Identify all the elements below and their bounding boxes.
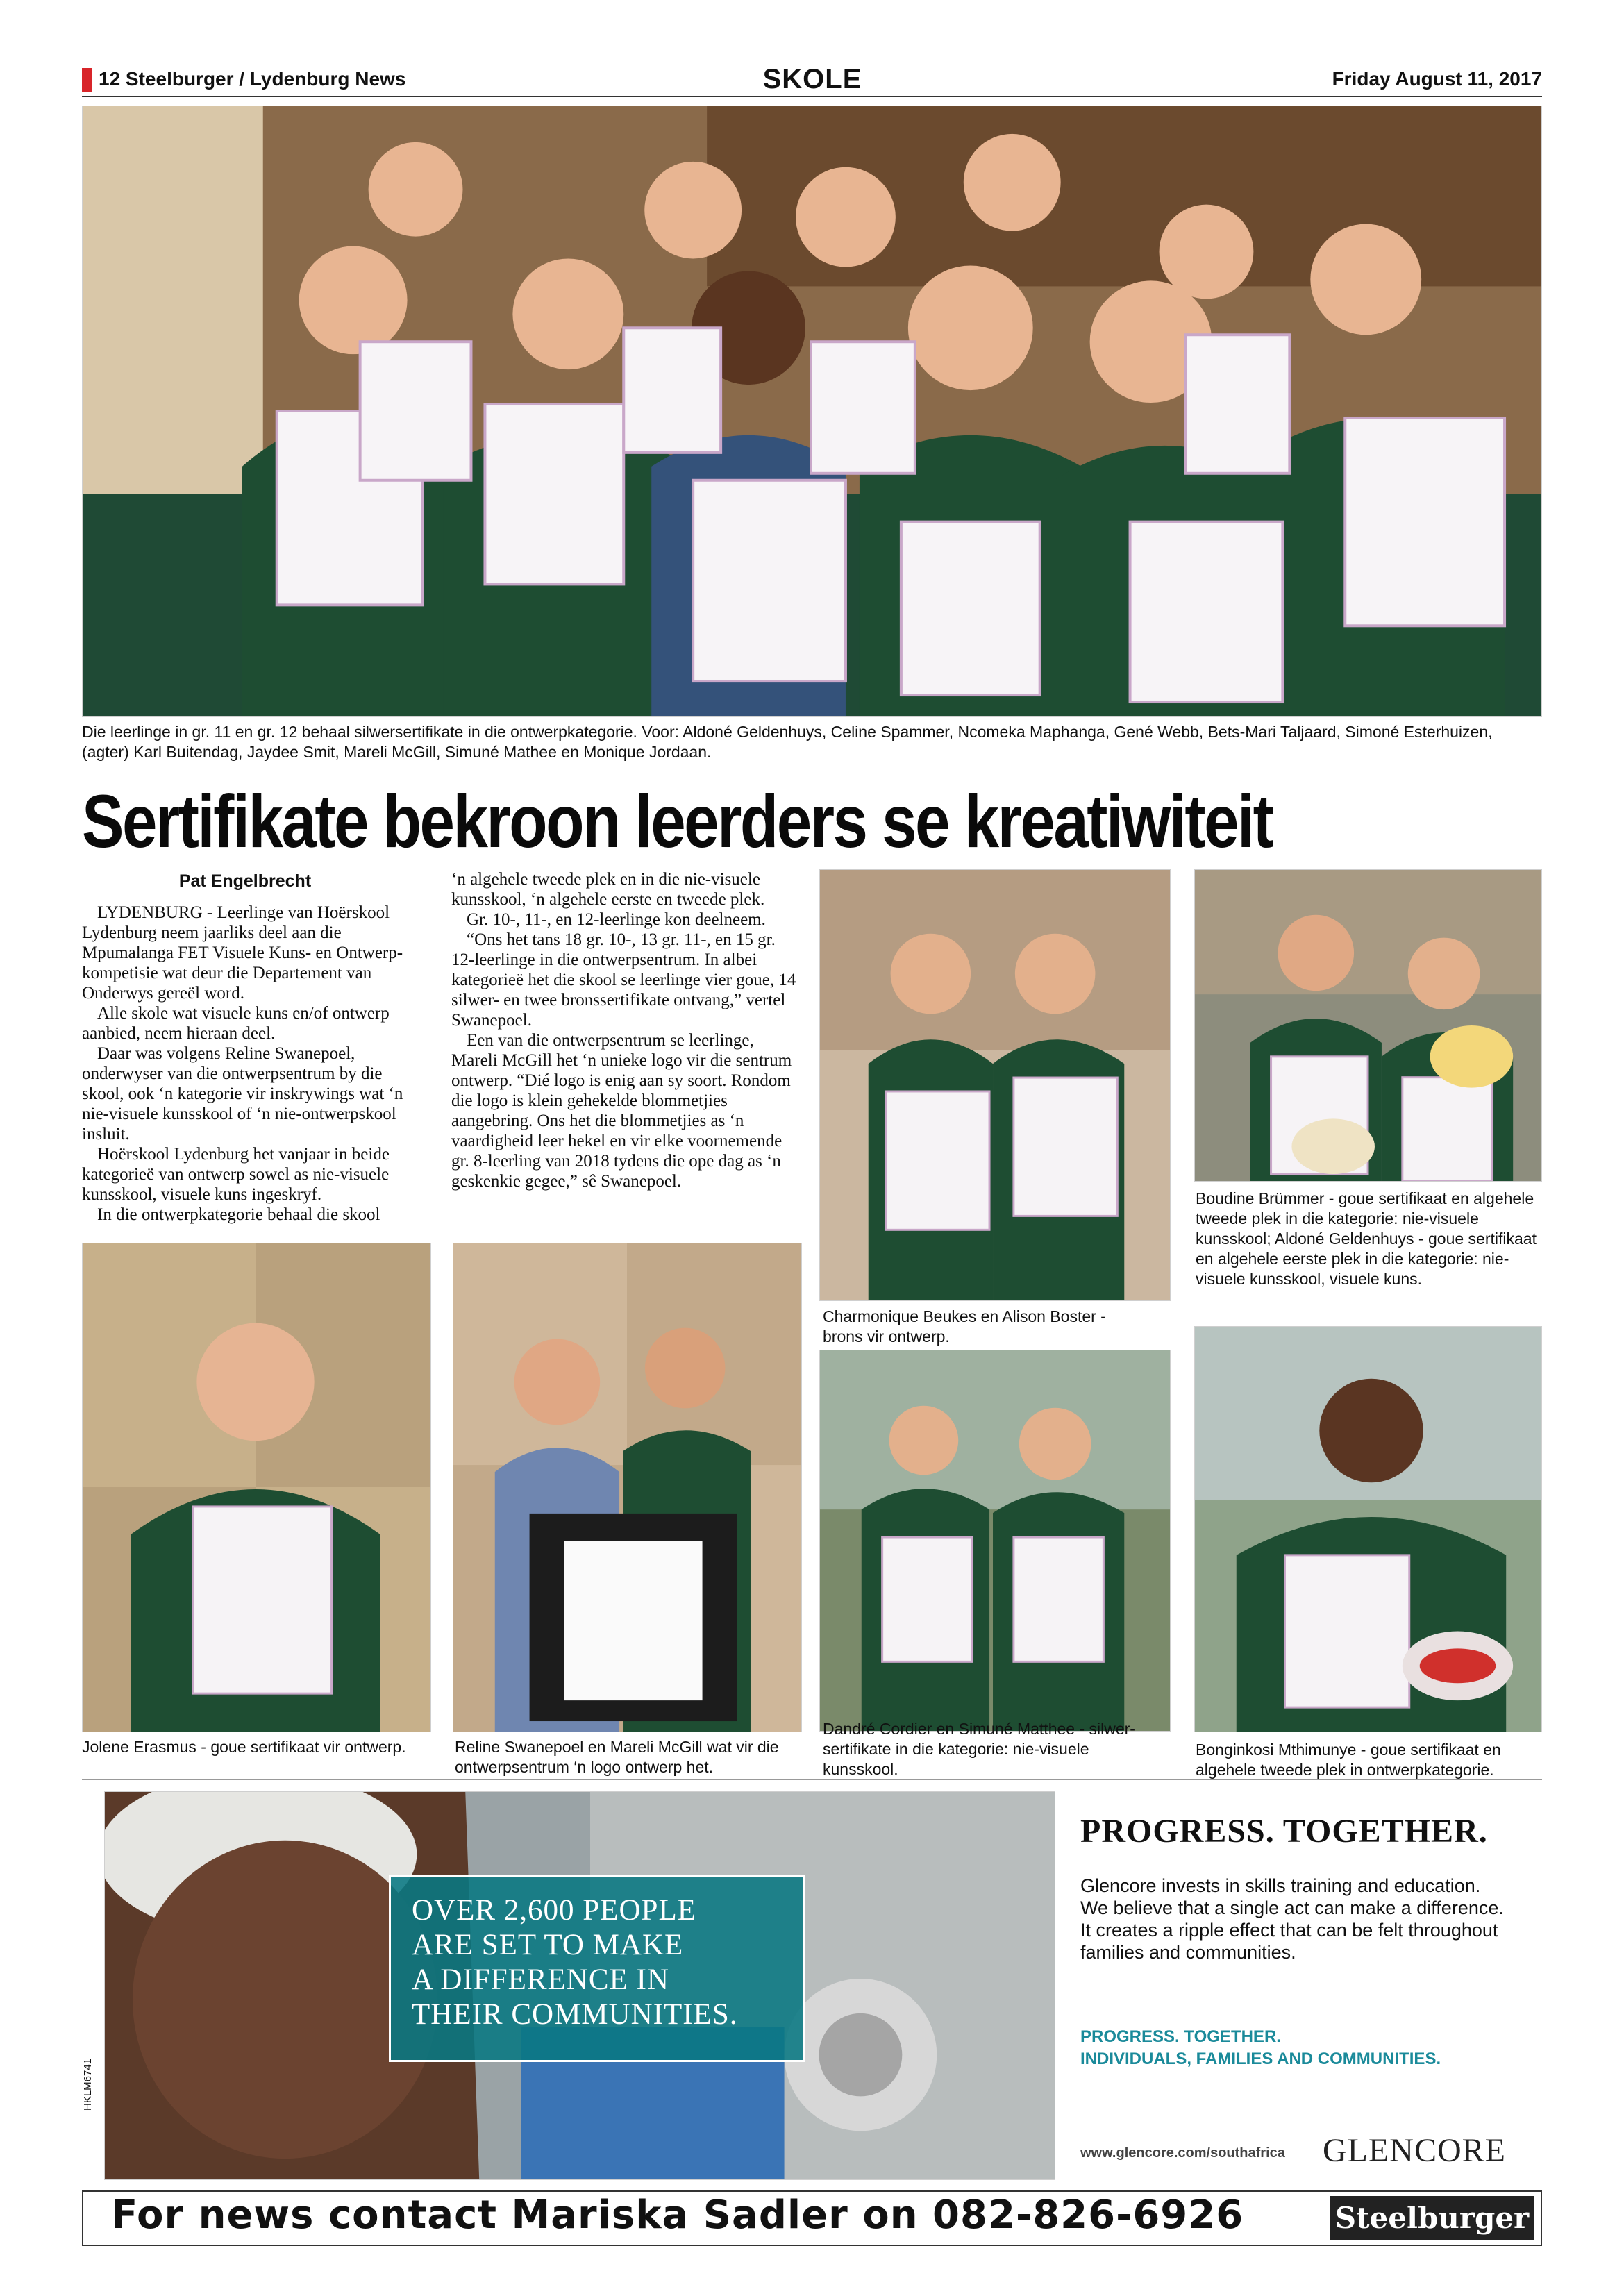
caption-dandre-simune: Dandré Cordier en Simuné Matthee - silwer-sertifikate in die kategorie: nie-visuele kunsskool. bbox=[823, 1720, 1135, 1778]
article-column-2 bbox=[451, 869, 802, 1191]
steelburger-logo: Steelburger bbox=[1330, 2196, 1534, 2240]
caption-boudine-aldone: Boudine Brümmer - goue sertifikaat en algehele tweede plek in die kategorie: nie-visuele kunsskool; Aldoné Geldenhuys - goue sertifikaat en algehele eerste plek in die kategorie: nie-visuele kunsskool, visuele kuns. bbox=[1196, 1189, 1537, 1288]
article-column-1 bbox=[82, 903, 424, 1225]
photo-jolene bbox=[82, 1243, 431, 1732]
caption-jolene: Jolene Erasmus - goue sertifikaat vir ontwerp. bbox=[82, 1738, 406, 1756]
ad-title: PROGRESS. TOGETHER. bbox=[1080, 1813, 1488, 1850]
article-paragraph: Alle skole wat visuele kuns en/of ontwerp aanbied, neem hieraan deel. bbox=[82, 1004, 390, 1043]
article-paragraph: ‘n algehele tweede plek en in die nie-visuele kunsskool, ‘n algehele eerste en tweede plek. bbox=[451, 870, 765, 909]
group-photo-caption: Die leerlinge in gr. 11 en gr. 12 behaal silwersertifikate in die ontwerpkategorie. Voor: Aldoné Geldenhuys, Celine Spammer, Ncomeka Maphanga, Gené Webb, Bets-Mari Taljaard, Simoné Esterhuizen, (agter) Karl Buitendag, Jaydee Smit, Mareli McGill, Simuné Mathee en Monique Jordaan. bbox=[82, 723, 1493, 761]
section-title: SKOLE bbox=[762, 64, 862, 94]
photo-charmonique-alison-image bbox=[820, 870, 1170, 1300]
photo-dandre-simune bbox=[819, 1350, 1171, 1732]
article-paragraph: Gr. 10-, 11-, en 12-leerlinge kon deelneem. bbox=[467, 910, 766, 929]
article-paragraph: In die ontwerpkategorie behaal die skool bbox=[97, 1205, 380, 1224]
header-marker bbox=[82, 68, 92, 92]
photo-dandre-simune-image bbox=[820, 1350, 1170, 1731]
headline: Sertifikate bekroon leerders se kreatiwiteit bbox=[82, 779, 1273, 863]
page-folio: 12 Steelburger / Lydenburg News bbox=[99, 68, 406, 90]
ad-highlight-box bbox=[389, 1875, 805, 2062]
ad-box-line: ARE SET TO MAKE bbox=[412, 1929, 684, 1961]
photo-jolene-image bbox=[83, 1243, 430, 1732]
caption-bonginkosi: Bonginkosi Mthimunye - goue sertifikaat en algehele tweede plek in ontwerpkategorie. bbox=[1196, 1741, 1501, 1779]
ad-body: Glencore invests in skills training and education. We believe that a single act can make a difference. It creates a ripple effect that can be felt throughout families and communities. bbox=[1080, 1875, 1504, 1963]
ad-box-line: THEIR COMMUNITIES. bbox=[412, 1998, 738, 2031]
article-paragraph: Daar was volgens Reline Swanepoel, onderwyser van die ontwerpsentrum by die skool, ook ‘n kategorie vir inskrywings wat ‘n nie-visuele kunsskool of ‘n nie-ontwerpskool insluit. bbox=[82, 1044, 403, 1143]
caption-charmonique-alison: Charmonique Beukes en Alison Boster - brons vir ontwerp. bbox=[823, 1307, 1106, 1346]
article-paragraph: Een van die ontwerpsentrum se leerlinge, Mareli McGill het ‘n unieke logo vir die sentrum ontwerp. “Dié logo is enig aan sy soort. Rondom die logo is klein gehekelde blommetjies aangebring. Ons het die blommetjies as ‘n vaardigheid leer hekel en vir elke voornemende gr. 8-leerling van 2018 tydens die ope dag as ‘n geskenkie gegee,” sê Swanepoel. bbox=[451, 1031, 792, 1191]
byline: Pat Engelbrecht bbox=[178, 871, 312, 891]
article-paragraph: LYDENBURG - Leerlinge van Hoërskool Lydenburg neem jaarliks deel aan die Mpumalanga FET Visuele Kuns- en Ontwerp-kompetisie wat deur die Departement van Onderwys gereël word. bbox=[82, 903, 403, 1003]
photo-boudine-aldone bbox=[1194, 869, 1542, 1182]
ad-box-line: OVER 2,600 PEOPLE bbox=[412, 1894, 696, 1927]
section-separator bbox=[82, 1779, 1542, 1780]
group-photo-image bbox=[83, 106, 1541, 716]
photo-reline-mareli bbox=[453, 1243, 802, 1732]
ad-tagline-2: INDIVIDUALS, FAMILIES AND COMMUNITIES. bbox=[1080, 2050, 1441, 2068]
photo-bonginkosi bbox=[1194, 1326, 1542, 1732]
footer-contact: For news contact Mariska Sadler on 082-826-6926 bbox=[111, 2193, 1244, 2238]
photo-reline-mareli-image bbox=[453, 1243, 801, 1732]
photo-boudine-aldone-image bbox=[1195, 870, 1541, 1181]
issue-date: Friday August 11, 2017 bbox=[1332, 68, 1542, 90]
photo-bonginkosi-image bbox=[1195, 1327, 1541, 1732]
caption-reline-mareli: Reline Swanepoel en Mareli McGill wat vir die ontwerpsentrum ‘n logo ontwerp het. bbox=[455, 1738, 779, 1776]
ad-box-line: A DIFFERENCE IN bbox=[412, 1963, 669, 1996]
article-paragraph: Hoërskool Lydenburg het vanjaar in beide kategorieë van ontwerp sowel as nie-visuele kunsskool, visuele kuns ingeskryf. bbox=[82, 1145, 390, 1204]
glencore-logo: GLENCORE bbox=[1323, 2132, 1506, 2169]
photo-charmonique-alison bbox=[819, 869, 1171, 1301]
ad-code: HKLM6741 bbox=[82, 2058, 94, 2111]
ad-url[interactable]: www.glencore.com/southafrica bbox=[1080, 2145, 1285, 2161]
header-rule bbox=[82, 96, 1542, 97]
article-paragraph: “Ons het tans 18 gr. 10-, 13 gr. 11-, en 15 gr. 12-leerlinge in die ontwerpsentrum. In albei kategorieë het die skool se leerlinge vier goue, 14 silwer- en twee bronssertifikate ontvang,” vertel Swanepoel. bbox=[451, 930, 796, 1030]
ad-tagline-1: PROGRESS. TOGETHER. bbox=[1080, 2027, 1281, 2046]
group-photo bbox=[82, 106, 1542, 717]
